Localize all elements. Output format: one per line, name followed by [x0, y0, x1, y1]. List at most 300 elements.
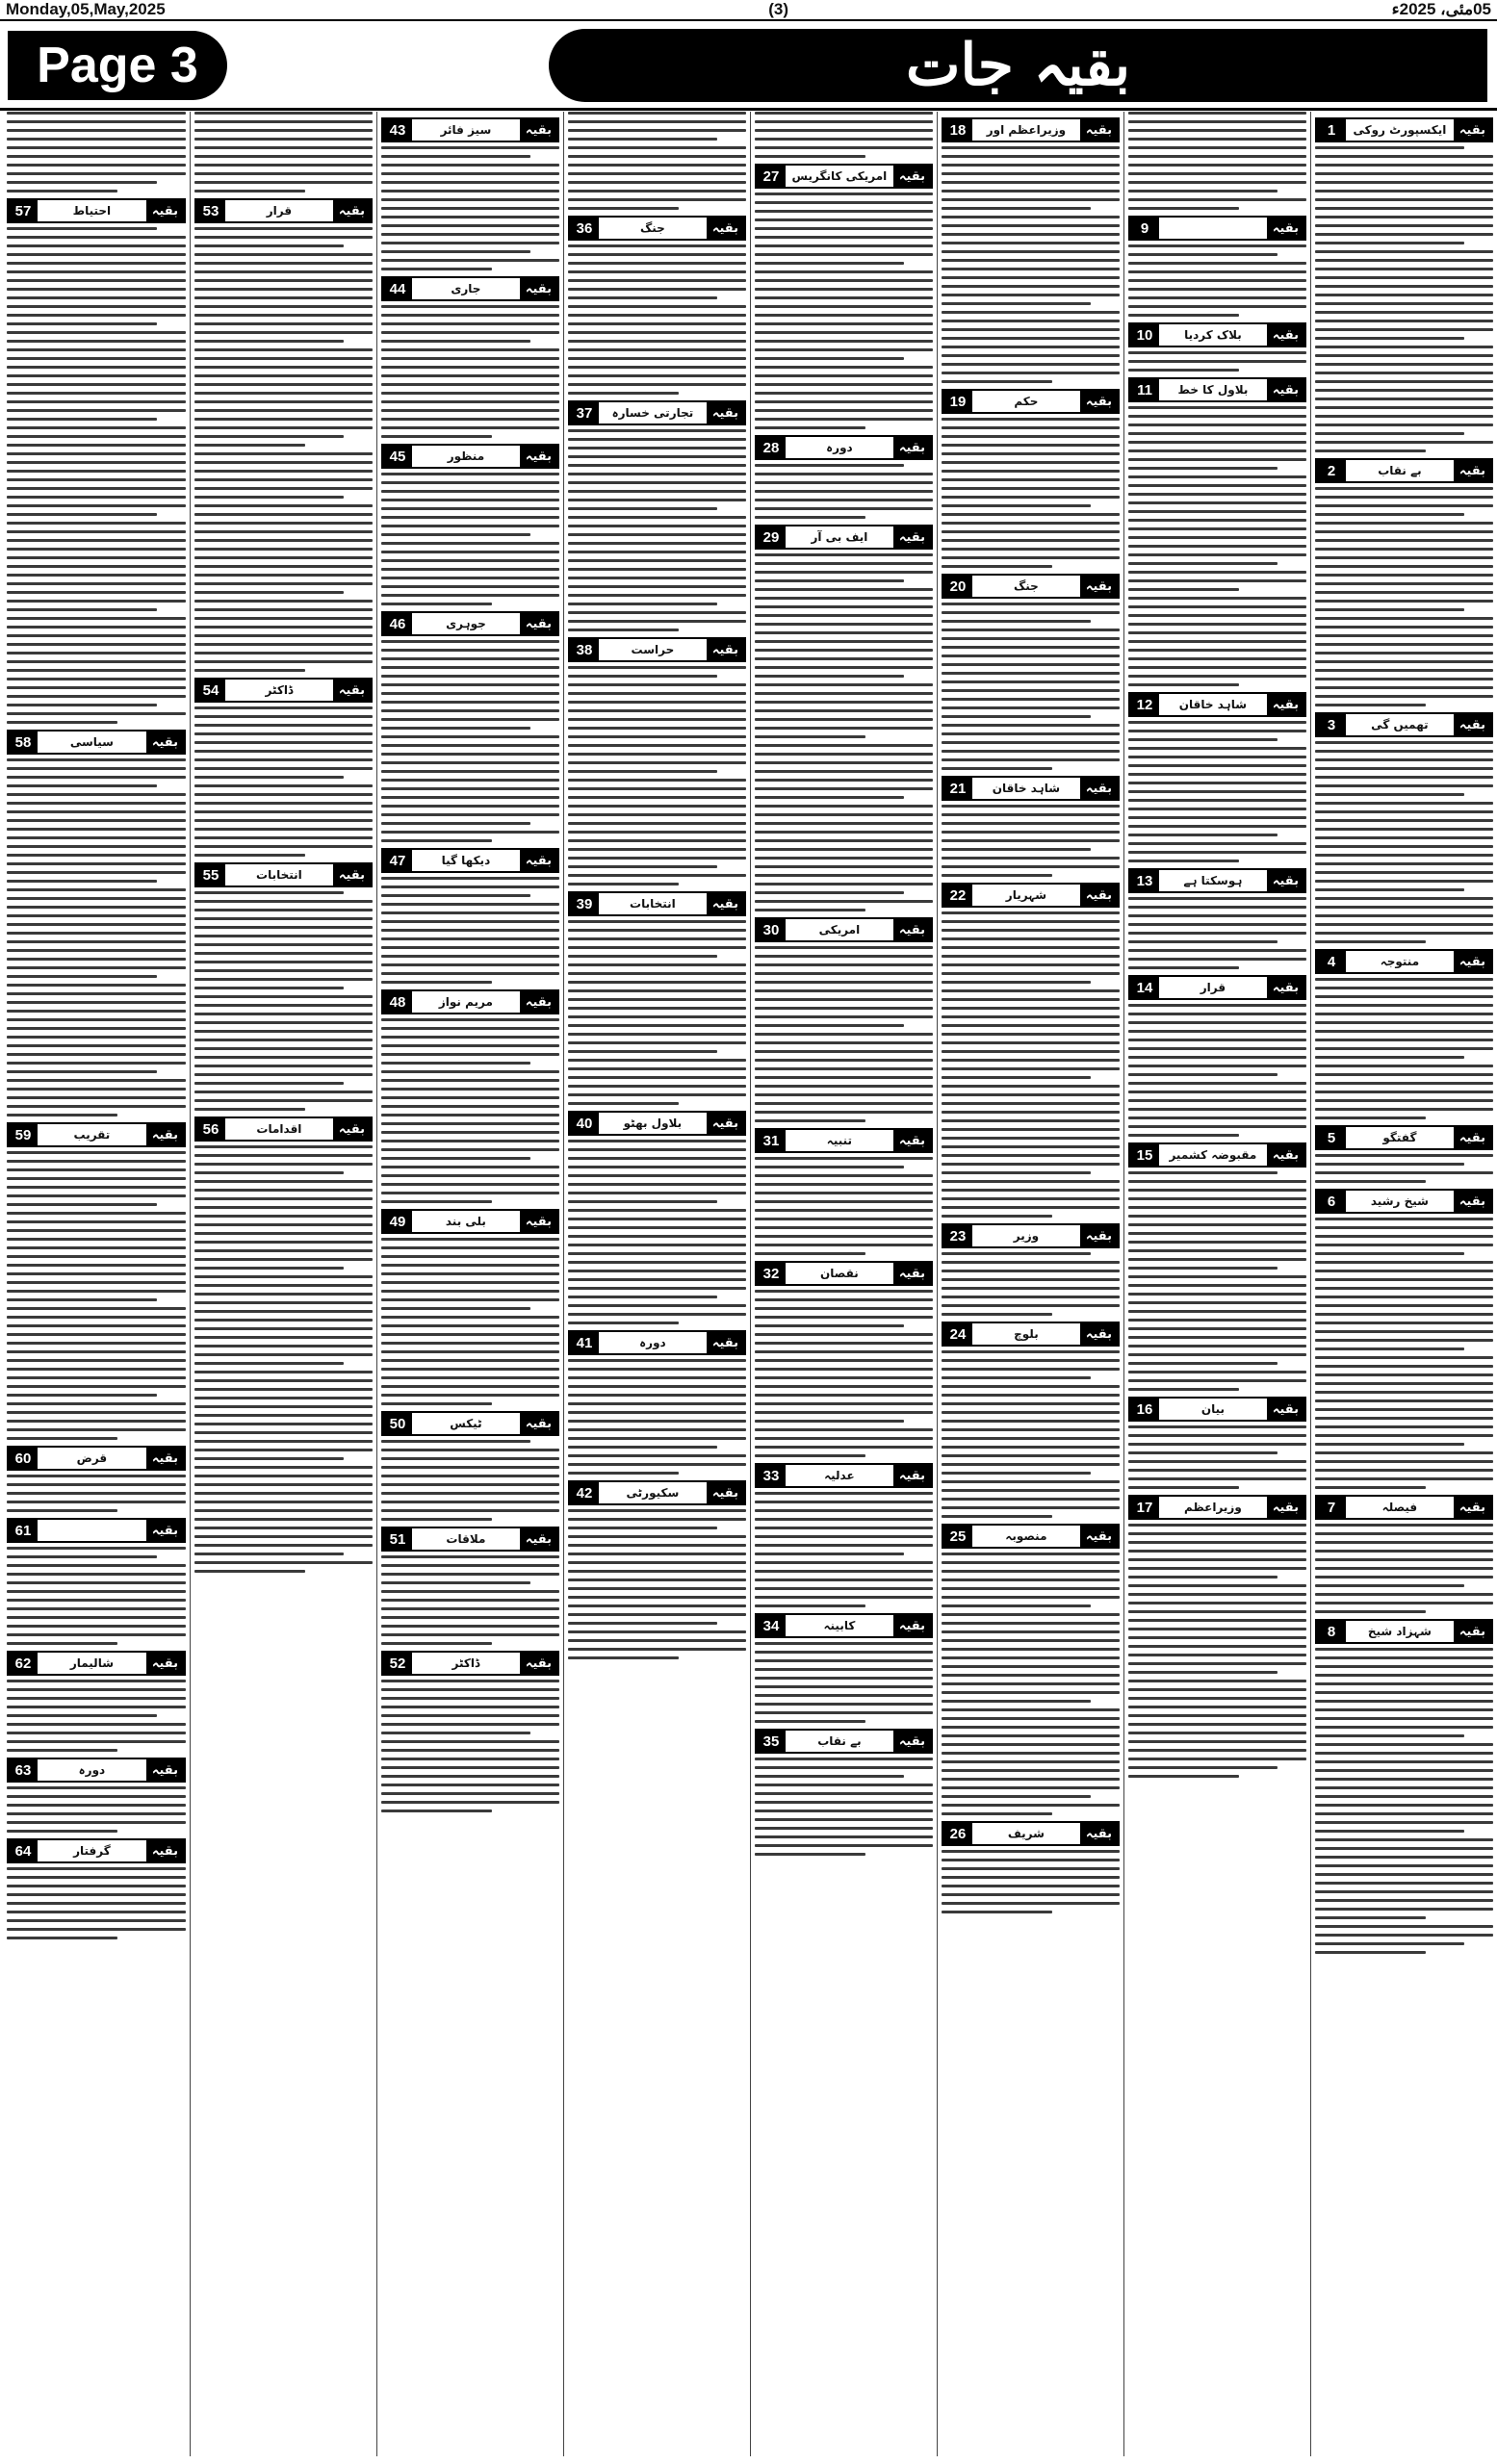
text-line [942, 1778, 1120, 1781]
story-banner [1315, 1619, 1493, 1644]
story-number: 19 [943, 391, 972, 412]
text-line [755, 244, 933, 247]
text-line [568, 787, 746, 790]
text-line [1128, 441, 1306, 444]
text-line [194, 331, 373, 334]
text-line [7, 1316, 186, 1319]
text-line [942, 831, 1120, 834]
text-line [1128, 1249, 1306, 1252]
text-line [755, 218, 933, 221]
column [1123, 112, 1310, 2456]
text-line [381, 1714, 559, 1717]
column [750, 112, 937, 2456]
text-line [942, 920, 1120, 923]
text-line [7, 949, 186, 952]
text-line [194, 227, 373, 230]
text-line [1315, 1180, 1426, 1183]
text-line [942, 911, 1120, 914]
text-line [194, 1310, 373, 1313]
text-line [568, 1270, 746, 1272]
text-line [381, 481, 559, 484]
text-line [1128, 1541, 1306, 1544]
text-line [381, 1509, 559, 1512]
text-line [381, 963, 559, 966]
text-line [568, 620, 746, 623]
text-line [755, 1209, 933, 1212]
text-line [7, 1272, 186, 1275]
text-line [7, 1018, 186, 1021]
text-line [568, 1148, 746, 1151]
text-line [7, 1359, 186, 1362]
text-line [1315, 591, 1493, 594]
text-line [942, 496, 1120, 499]
story-banner [7, 198, 186, 223]
text-line [568, 796, 746, 799]
text-line [1128, 738, 1278, 741]
story-text [1128, 406, 1306, 591]
text-line [381, 1027, 559, 1030]
text-line [755, 891, 904, 894]
text-line [1128, 1443, 1306, 1446]
text-line [194, 758, 373, 761]
story-banner [1128, 1495, 1306, 1520]
story-number: 30 [757, 919, 786, 940]
text-line [942, 276, 1120, 279]
story-text [942, 603, 1120, 770]
text-line [1315, 172, 1493, 175]
text-line [942, 1561, 1120, 1564]
text-line [194, 288, 373, 291]
text-line [568, 1527, 717, 1529]
text-line [1315, 285, 1493, 288]
text-line [755, 270, 933, 273]
text-line [7, 1114, 117, 1116]
text-line [568, 190, 746, 192]
text-line [7, 992, 186, 995]
story-text [1315, 1154, 1493, 1183]
text-line [7, 828, 186, 831]
text-line [1315, 1226, 1493, 1229]
text-line [381, 796, 559, 799]
story-number: 46 [383, 613, 412, 634]
text-line [942, 767, 1052, 770]
text-line [1315, 441, 1493, 444]
text-line [7, 897, 186, 900]
text-line [755, 262, 904, 265]
text-line [568, 516, 746, 519]
text-line [1315, 1348, 1464, 1350]
text-line [194, 1570, 305, 1573]
text-line [942, 1498, 1120, 1501]
banner-tag: بقیہ [146, 200, 184, 221]
text-line [1315, 406, 1493, 409]
text-line [942, 1454, 1120, 1457]
text-line [194, 1258, 373, 1261]
story-title: نقصان [820, 1267, 859, 1280]
text-line [194, 1267, 344, 1270]
text-line [194, 1527, 373, 1529]
text-line [194, 1163, 373, 1166]
text-line [194, 1249, 373, 1252]
text-line [568, 805, 746, 808]
text-line [1128, 1662, 1306, 1665]
text-line [1315, 449, 1426, 452]
text-line [7, 1001, 186, 1004]
text-line [381, 314, 559, 317]
text-line [1128, 360, 1306, 363]
text-line [1315, 1717, 1493, 1720]
banner-tag: بقیہ [893, 437, 931, 458]
text-line [568, 1304, 746, 1307]
text-line [942, 181, 1120, 184]
top-info-bar [0, 0, 1497, 21]
text-line [381, 1183, 559, 1186]
text-line [942, 1795, 1091, 1798]
text-line [1315, 1558, 1493, 1561]
text-line [381, 585, 559, 588]
text-line [7, 262, 186, 265]
text-line [7, 1177, 186, 1180]
text-line [942, 1553, 1120, 1555]
text-line [7, 1821, 186, 1824]
banner-tag: بقیہ [333, 200, 371, 221]
text-line [7, 958, 186, 961]
text-line [194, 943, 373, 946]
text-line [381, 709, 559, 712]
text-line [755, 718, 933, 721]
text-line [1128, 1353, 1306, 1356]
text-line [568, 883, 679, 886]
text-line [1315, 987, 1493, 989]
story-number: 10 [1130, 324, 1159, 346]
text-line [7, 617, 186, 620]
story-title: جوہری [446, 617, 486, 630]
text-line [7, 190, 117, 192]
story-text [568, 920, 746, 1105]
text-line [381, 903, 559, 906]
text-line [7, 1186, 186, 1189]
text-line [7, 1581, 186, 1584]
text-line [755, 1157, 933, 1160]
text-line [7, 1723, 186, 1726]
text-line [1315, 880, 1493, 883]
text-line [1128, 146, 1306, 149]
text-line [1128, 1732, 1306, 1734]
text-line [568, 1183, 746, 1186]
text-line [7, 914, 186, 917]
text-line [7, 906, 186, 909]
text-line [755, 473, 933, 475]
text-line [942, 556, 1120, 559]
text-line [7, 1607, 186, 1610]
story-number: 16 [1130, 1399, 1159, 1420]
text-line [942, 444, 1120, 447]
text-line [942, 672, 1120, 675]
story-text [194, 891, 373, 1111]
text-line [1315, 1218, 1493, 1220]
text-line [1128, 484, 1306, 487]
text-line [568, 551, 746, 553]
text-line [1128, 1671, 1278, 1674]
text-line [755, 787, 933, 790]
text-line [942, 1067, 1120, 1070]
text-line [381, 1706, 559, 1708]
text-line [755, 874, 933, 877]
story-text [1315, 1524, 1493, 1613]
story-number: 2 [1317, 460, 1346, 481]
text-line [7, 940, 186, 943]
text-line [568, 270, 746, 273]
text-line [1128, 1258, 1306, 1261]
text-line [1128, 1345, 1306, 1348]
newspaper-columns [0, 112, 1497, 2456]
text-line [942, 1145, 1120, 1148]
text-line [7, 854, 186, 857]
story-banner [942, 389, 1120, 414]
story-banner [381, 117, 559, 142]
text-line [7, 1420, 186, 1423]
text-line [381, 929, 559, 932]
text-line [942, 372, 1120, 374]
text-line [568, 244, 746, 247]
story-title: تھمیں گی [1371, 718, 1429, 732]
text-line [1128, 614, 1306, 617]
text-line [1315, 1091, 1493, 1093]
text-line [942, 611, 1120, 614]
text-line [7, 1688, 186, 1691]
story-banner [1128, 868, 1306, 893]
text-line [381, 1775, 559, 1778]
text-line [7, 574, 186, 577]
text-line [568, 1437, 746, 1440]
text-line [7, 392, 186, 395]
text-line [568, 305, 746, 308]
text-line [194, 669, 305, 672]
text-line [755, 1835, 933, 1838]
text-line [1128, 1645, 1306, 1648]
text-line [7, 418, 157, 421]
text-line [194, 253, 373, 256]
banner-tag: بقیہ [1080, 391, 1118, 412]
text-line [1128, 1189, 1306, 1192]
text-line [1128, 1099, 1306, 1102]
text-line [7, 288, 186, 291]
text-line [755, 1527, 933, 1529]
text-line [1315, 1030, 1493, 1033]
text-line [568, 692, 746, 695]
text-line [1315, 1908, 1493, 1911]
text-line [194, 845, 373, 848]
text-line [194, 935, 373, 937]
text-line [194, 487, 373, 490]
text-line [7, 758, 186, 761]
text-line [194, 461, 373, 464]
text-line [1128, 1091, 1306, 1093]
text-line [568, 989, 746, 992]
text-line [1315, 1934, 1493, 1937]
text-line [942, 294, 1120, 296]
text-line [7, 1088, 186, 1091]
text-line [568, 1553, 746, 1555]
text-line [7, 253, 186, 256]
column [937, 112, 1123, 2456]
text-line [1128, 958, 1306, 961]
text-line [1128, 1021, 1306, 1024]
text-line [755, 146, 933, 149]
text-line [942, 198, 1120, 201]
text-line [381, 1298, 559, 1301]
text-line [381, 787, 559, 790]
text-line [755, 1784, 933, 1786]
text-line [568, 568, 746, 571]
text-line [194, 1466, 373, 1469]
story-title: امریکی [818, 923, 861, 937]
text-line [194, 164, 373, 167]
text-line [1128, 1215, 1306, 1218]
text-line [1315, 1373, 1493, 1376]
story-text [381, 1018, 559, 1203]
text-line [1128, 816, 1306, 819]
story-title: بے نقاب [817, 1734, 862, 1748]
text-line [942, 461, 1120, 464]
text-line [942, 565, 1052, 568]
text-line [1315, 1743, 1493, 1746]
text-line [942, 654, 1120, 657]
text-line [942, 698, 1120, 701]
banner-tag: بقیہ [1267, 379, 1304, 400]
text-line [1128, 1056, 1306, 1059]
text-line [942, 1278, 1120, 1281]
text-line [942, 1189, 1120, 1192]
text-line [1315, 1154, 1493, 1157]
text-line [942, 822, 1120, 825]
text-line [7, 712, 186, 715]
text-line [1315, 565, 1493, 568]
text-line [568, 1085, 746, 1088]
text-line [568, 1454, 746, 1457]
text-line [1128, 493, 1306, 496]
text-line [755, 374, 933, 377]
text-line [755, 848, 933, 851]
text-line [755, 1810, 933, 1812]
text-line [1128, 1593, 1306, 1596]
text-line [7, 1919, 186, 1922]
text-line [568, 155, 746, 158]
text-line [755, 579, 904, 582]
text-line [7, 470, 186, 473]
text-line [942, 1215, 1052, 1218]
text-line [1315, 1951, 1426, 1954]
text-line [755, 1570, 933, 1573]
text-line [194, 279, 373, 282]
text-line [755, 909, 865, 911]
text-line [1128, 675, 1306, 678]
text-line [1315, 424, 1493, 426]
text-line [194, 802, 373, 805]
text-line [1128, 467, 1278, 470]
banner-tag: بقیہ [520, 1413, 557, 1434]
text-line [7, 1010, 186, 1013]
text-line [755, 1454, 865, 1457]
text-line [194, 643, 373, 646]
text-line [381, 322, 559, 325]
text-line [381, 1246, 559, 1249]
text-line [568, 1604, 746, 1607]
text-line [1128, 756, 1306, 758]
text-line [942, 1876, 1120, 1879]
text-line [381, 761, 559, 764]
text-line [7, 461, 186, 464]
text-line [1315, 259, 1493, 262]
text-line [1128, 314, 1239, 317]
text-line [1128, 1232, 1306, 1235]
text-line [1315, 207, 1493, 210]
text-line [1315, 678, 1493, 680]
text-line [1128, 1619, 1306, 1622]
text-line [1315, 354, 1493, 357]
text-line [1315, 1610, 1426, 1613]
text-line [755, 805, 933, 808]
text-line [942, 172, 1120, 175]
text-line [7, 695, 186, 698]
story-number: 38 [570, 639, 599, 660]
text-line [942, 1587, 1120, 1590]
story-title: ایکسپورٹ روکی [1353, 123, 1447, 137]
text-line [381, 1157, 530, 1160]
text-line [194, 1206, 373, 1209]
text-line [942, 1420, 1120, 1423]
text-line [1315, 819, 1493, 822]
story-number: 14 [1130, 977, 1159, 998]
story-banner [381, 444, 559, 469]
text-line [568, 138, 717, 141]
text-line [7, 1385, 186, 1388]
text-line [942, 732, 1120, 735]
story-number: 34 [757, 1615, 786, 1636]
text-line [194, 409, 373, 412]
story-title: انتخابات [630, 897, 676, 911]
text-line [1128, 424, 1306, 426]
text-line [1128, 501, 1306, 504]
text-line [381, 1316, 559, 1319]
text-line [1128, 406, 1306, 409]
story-number: 49 [383, 1211, 412, 1232]
story-banner [568, 216, 746, 241]
text-line [1315, 626, 1493, 629]
story-banner [942, 776, 1120, 801]
text-line [755, 692, 933, 695]
story-text [568, 1359, 746, 1475]
text-line [194, 1073, 373, 1076]
story-text [1128, 597, 1306, 686]
text-line [381, 409, 559, 412]
text-line [1315, 1524, 1493, 1527]
text-line [755, 1642, 933, 1645]
story-number: 22 [943, 885, 972, 906]
text-line [381, 1749, 559, 1752]
text-line [568, 839, 746, 842]
text-line [1128, 253, 1278, 256]
text-line [942, 758, 1120, 761]
text-line [194, 732, 373, 735]
text-line [755, 1668, 933, 1671]
text-line [381, 1079, 559, 1082]
story-title: دیکھا گیا [441, 854, 491, 867]
text-line [1315, 978, 1493, 981]
text-line [755, 340, 933, 343]
story-text [1128, 1171, 1306, 1391]
text-line [755, 490, 933, 493]
